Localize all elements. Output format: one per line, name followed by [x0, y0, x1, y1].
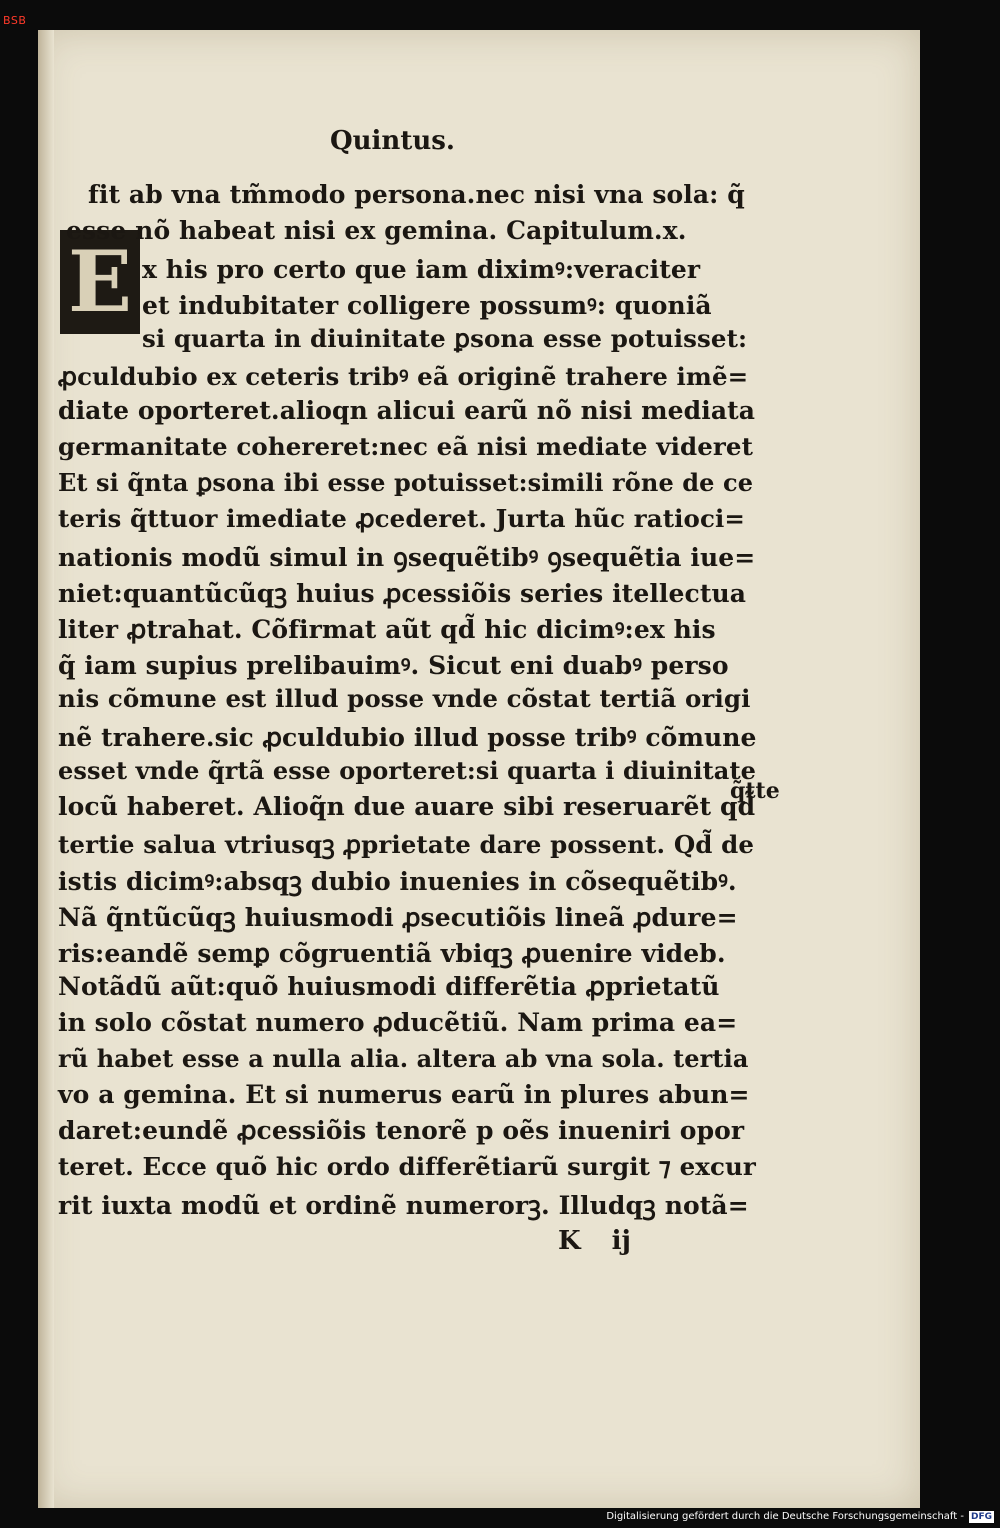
text-line: Notãdũ aũt:quõ huiusmodi differẽtia ꝓprietatũ — [58, 972, 720, 1001]
signature-mark: K ij — [558, 1226, 631, 1256]
initial-letter: E — [67, 232, 133, 331]
text-line: Et si q̃nta ꝑsona ibi esse potuisset:simili rõne de ce — [58, 468, 754, 497]
text-line: istis dicimꝰ:absqꝫ dubio inuenies in cõsequẽtibꝰ. — [58, 867, 737, 896]
text-line: teret. Ecce quõ hic ordo differẽtiarũ surgit ⁊ excur — [58, 1152, 756, 1181]
text-line: q̃ iam supius prelibauimꝰ. Sicut eni duabꝰ perso — [58, 651, 729, 680]
text-line: vo a gemina. Et si numerus earũ in plures abun= — [58, 1080, 750, 1109]
text-line: daret:eundẽ ꝓcessiõis tenorẽ p oẽs inueniri opor — [58, 1116, 745, 1145]
text-line: niet:quantũcũqꝫ huius ꝓcessiõis series itellectua — [58, 579, 747, 608]
text-line: nis cõmune est illud posse vnde cõstat tertiã origi — [58, 684, 751, 713]
text-line: fit ab vna tm̃modo persona.nec nisi vna sola: q̃ — [88, 180, 745, 209]
text-line: si quarta in diuinitate ꝑsona esse potuisset: — [142, 324, 748, 353]
text-line: et indubitater colligere possumꝰ: quoniã — [142, 291, 712, 320]
text-line: x his pro certo que iam diximꝰ:veraciter — [142, 255, 701, 284]
running-header: Quintus. — [330, 126, 455, 156]
text-line: Nã q̃ntũcũqꝫ huiusmodi ꝓsecutiõis lineã ꝓdure= — [58, 903, 738, 932]
text-line: locũ haberet. Alioq̃n due auare sibi reseruarẽt qd̃ — [58, 792, 756, 821]
text-line: diate oporteret.alioqn alicui earũ nõ nisi mediata — [58, 396, 756, 425]
text-line: liter ꝓtrahat. Cõfirmat aũt qd̃ hic dicimꝰ:ex his — [58, 615, 716, 644]
text-line: nationis modũ simul in ꝯsequẽtibꝰ ꝯsequẽtia iue= — [58, 543, 756, 572]
book-page — [38, 30, 920, 1508]
text-line: in solo cõstat numero ꝓducẽtiũ. Nam prima ea= — [58, 1008, 738, 1037]
text-line: germanitate cohereret:nec eã nisi mediate videret — [58, 432, 754, 461]
decorated-initial — [60, 230, 140, 334]
text-line: ris:eandẽ semꝑ cõgruentiã vbiqꝫ ꝓuenire videb. — [58, 939, 726, 968]
text-line: teris q̃ttuor imediate ꝓcederet. Jurta hũc ratioci= — [58, 504, 746, 533]
text-line: esset vnde q̃rtã esse oporteret:si quarta i diuinitate — [58, 756, 756, 785]
text-line: ꝓculdubio ex ceteris tribꝰ eã originẽ trahere imẽ= — [58, 362, 749, 391]
text-line: rũ habet esse a nulla alia. altera ab vna sola. tertia — [58, 1044, 749, 1073]
text-line: esse nõ habeat nisi ex gemina. Capitulum.x. — [66, 216, 687, 245]
library-tag: BSB — [3, 14, 27, 27]
text-line: rit iuxta modũ et ordinẽ numerorꝫ. Illudqꝫ notã= — [58, 1191, 749, 1220]
text-line: nẽ trahere.sic ꝓculdubio illud posse tribꝰ cõmune — [58, 723, 757, 752]
footer-credit: Digitalisierung gefördert durch die Deutsche Forschungsgemeinschaft - — [606, 1511, 964, 1522]
text-line: tertie salua vtriusqꝫ ꝓprietate dare possent. Qd̃ de — [58, 830, 755, 859]
dfg-logo: DFG — [970, 1512, 992, 1522]
margin-note: q̃tte — [730, 778, 780, 804]
page-gutter — [38, 30, 54, 1508]
